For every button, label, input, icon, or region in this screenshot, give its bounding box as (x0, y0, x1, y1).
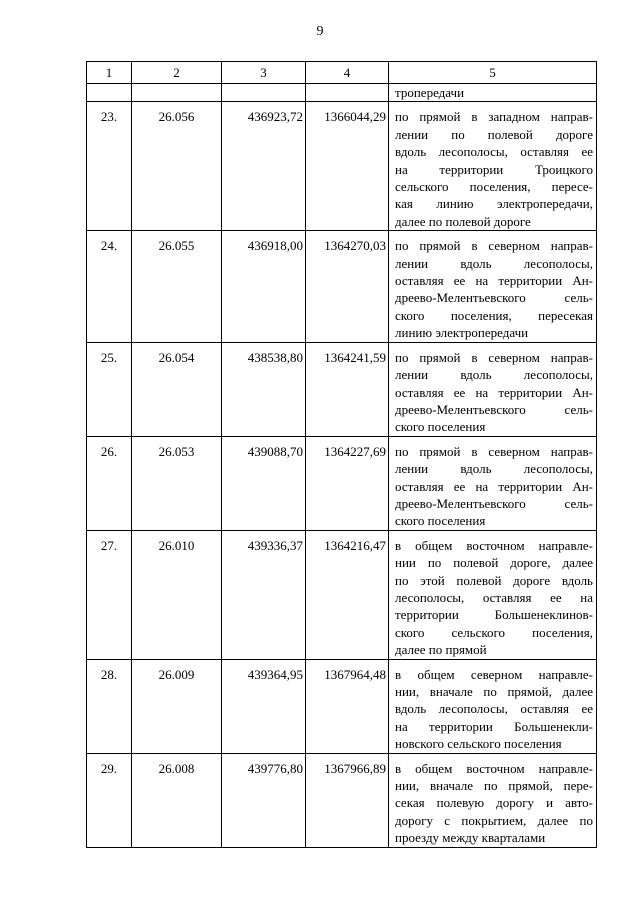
description-line: дреево-Мелентьевского сель- (395, 495, 593, 511)
y-coordinate-cell: 1364270,03 (306, 231, 389, 342)
description-line: ского поселения (395, 419, 486, 435)
description-line: нии, вначале по прямой, пере- (395, 778, 593, 794)
table-header-row (87, 62, 597, 84)
y-coordinate-cell: 1367966,89 (306, 753, 389, 847)
description-line: по прямой в западном направ- (395, 109, 593, 125)
x-coordinate-cell: 439776,80 (222, 753, 306, 847)
x-coordinate-cell: 439364,95 (222, 659, 306, 753)
continuation-row (87, 84, 597, 102)
description-line: на территории Троицкого (395, 161, 593, 177)
description-line: вдоль лесополосы, оставляя ее (395, 144, 593, 160)
boundary-table (86, 61, 597, 848)
table-row (87, 231, 597, 342)
description-cell (389, 659, 597, 753)
table-row (87, 753, 597, 847)
x-coordinate-cell: 436918,00 (222, 231, 306, 342)
description-line: оставляя ее на территории Ан- (395, 273, 593, 289)
point-code-cell: 26.008 (132, 753, 222, 847)
point-number-cell: 27. (87, 530, 132, 659)
point-code-cell: 26.053 (132, 436, 222, 530)
point-number-cell: 26. (87, 436, 132, 530)
description-line: дреево-Мелентьевского сель- (395, 290, 593, 306)
description-cell (389, 102, 597, 231)
point-code-cell: 26.056 (132, 102, 222, 231)
table-row (87, 342, 597, 436)
point-code-cell: 26.010 (132, 530, 222, 659)
table-row (87, 530, 597, 659)
point-number-cell: 23. (87, 102, 132, 231)
column-header: 3 (222, 62, 306, 84)
description-line: сельского поселения, пересе- (395, 179, 593, 195)
description-line: территории Большенеклинов- (395, 607, 593, 623)
description-line: секая полевую дорогу и авто- (395, 795, 593, 811)
description-cell (389, 436, 597, 530)
column-header: 5 (389, 62, 597, 84)
description-line: кая линию электропередачи, (395, 196, 593, 212)
column-header: 1 (87, 62, 132, 84)
empty-cell (87, 84, 132, 102)
column-header: 4 (306, 62, 389, 84)
description-line: нии, вначале по прямой, далее (395, 684, 593, 699)
description-line: ского поселения, пересекая (395, 307, 593, 323)
y-coordinate-cell: 1367964,48 (306, 659, 389, 753)
description-line: в общем восточном направле- (395, 760, 593, 776)
description-line: дорогу с покрытием, далее по (395, 812, 593, 828)
empty-cell (222, 84, 306, 102)
table-row (87, 102, 597, 231)
x-coordinate-cell: 439088,70 (222, 436, 306, 530)
point-code-cell: 26.055 (132, 231, 222, 342)
description-line: дреево-Мелентьевского сель- (395, 401, 593, 417)
continuation-text: тропередачи (389, 84, 597, 102)
description-line: лении вдоль лесополосы, (395, 461, 593, 477)
description-cell (389, 530, 597, 659)
y-coordinate-cell: 1364227,69 (306, 436, 389, 530)
description-cell (389, 342, 597, 436)
point-number-cell: 29. (87, 753, 132, 847)
x-coordinate-cell: 436923,72 (222, 102, 306, 231)
description-cell (389, 753, 597, 847)
y-coordinate-cell: 1364241,59 (306, 342, 389, 436)
x-coordinate-cell: 438538,80 (222, 342, 306, 436)
description-line: оставляя ее на территории Ан- (395, 384, 593, 400)
description-line: лении вдоль лесополосы, (395, 367, 593, 383)
description-line: по этой полевой дороге вдоль (395, 572, 593, 588)
x-coordinate-cell: 439336,37 (222, 530, 306, 659)
page-number: 9 (316, 24, 324, 39)
description-line: вдоль лесополосы, оставляя ее (395, 701, 593, 717)
point-number-cell: 24. (87, 231, 132, 342)
description-line: оставляя ее на территории Ан- (395, 478, 593, 494)
description-line: лении по полевой дороге (395, 126, 593, 142)
empty-cell (132, 84, 222, 102)
description-line: в общем восточном направле- (395, 537, 593, 553)
description-line: далее по полевой дороге (395, 213, 531, 229)
description-line: новского сельского поселения (395, 736, 562, 752)
description-line: по прямой в северном направ- (395, 349, 593, 365)
description-cell (389, 231, 597, 342)
description-line: проезду между кварталами (395, 830, 546, 846)
description-line: далее по прямой (395, 642, 487, 658)
empty-cell (306, 84, 389, 102)
point-code-cell: 26.054 (132, 342, 222, 436)
description-line: ского сельского поселения, (395, 624, 593, 640)
description-line: ского поселения (395, 513, 486, 529)
point-number-cell: 28. (87, 659, 132, 753)
description-line: лесополосы, оставляя ее на (395, 589, 593, 605)
column-header: 2 (132, 62, 222, 84)
y-coordinate-cell: 1366044,29 (306, 102, 389, 231)
point-number-cell: 25. (87, 342, 132, 436)
description-line: по прямой в северном направ- (395, 238, 593, 254)
y-coordinate-cell: 1364216,47 (306, 530, 389, 659)
description-line: линию электропередачи (395, 325, 529, 341)
description-line: лении вдоль лесополосы, (395, 255, 593, 271)
table-row (87, 436, 597, 530)
description-line: по прямой в северном направ- (395, 443, 593, 459)
description-line: на территории Большенекли- (395, 718, 593, 734)
description-line: нии по полевой дороге, далее (395, 555, 593, 571)
description-line: в общем северном направле- (395, 666, 593, 682)
table-row (87, 659, 597, 753)
point-code-cell: 26.009 (132, 659, 222, 753)
